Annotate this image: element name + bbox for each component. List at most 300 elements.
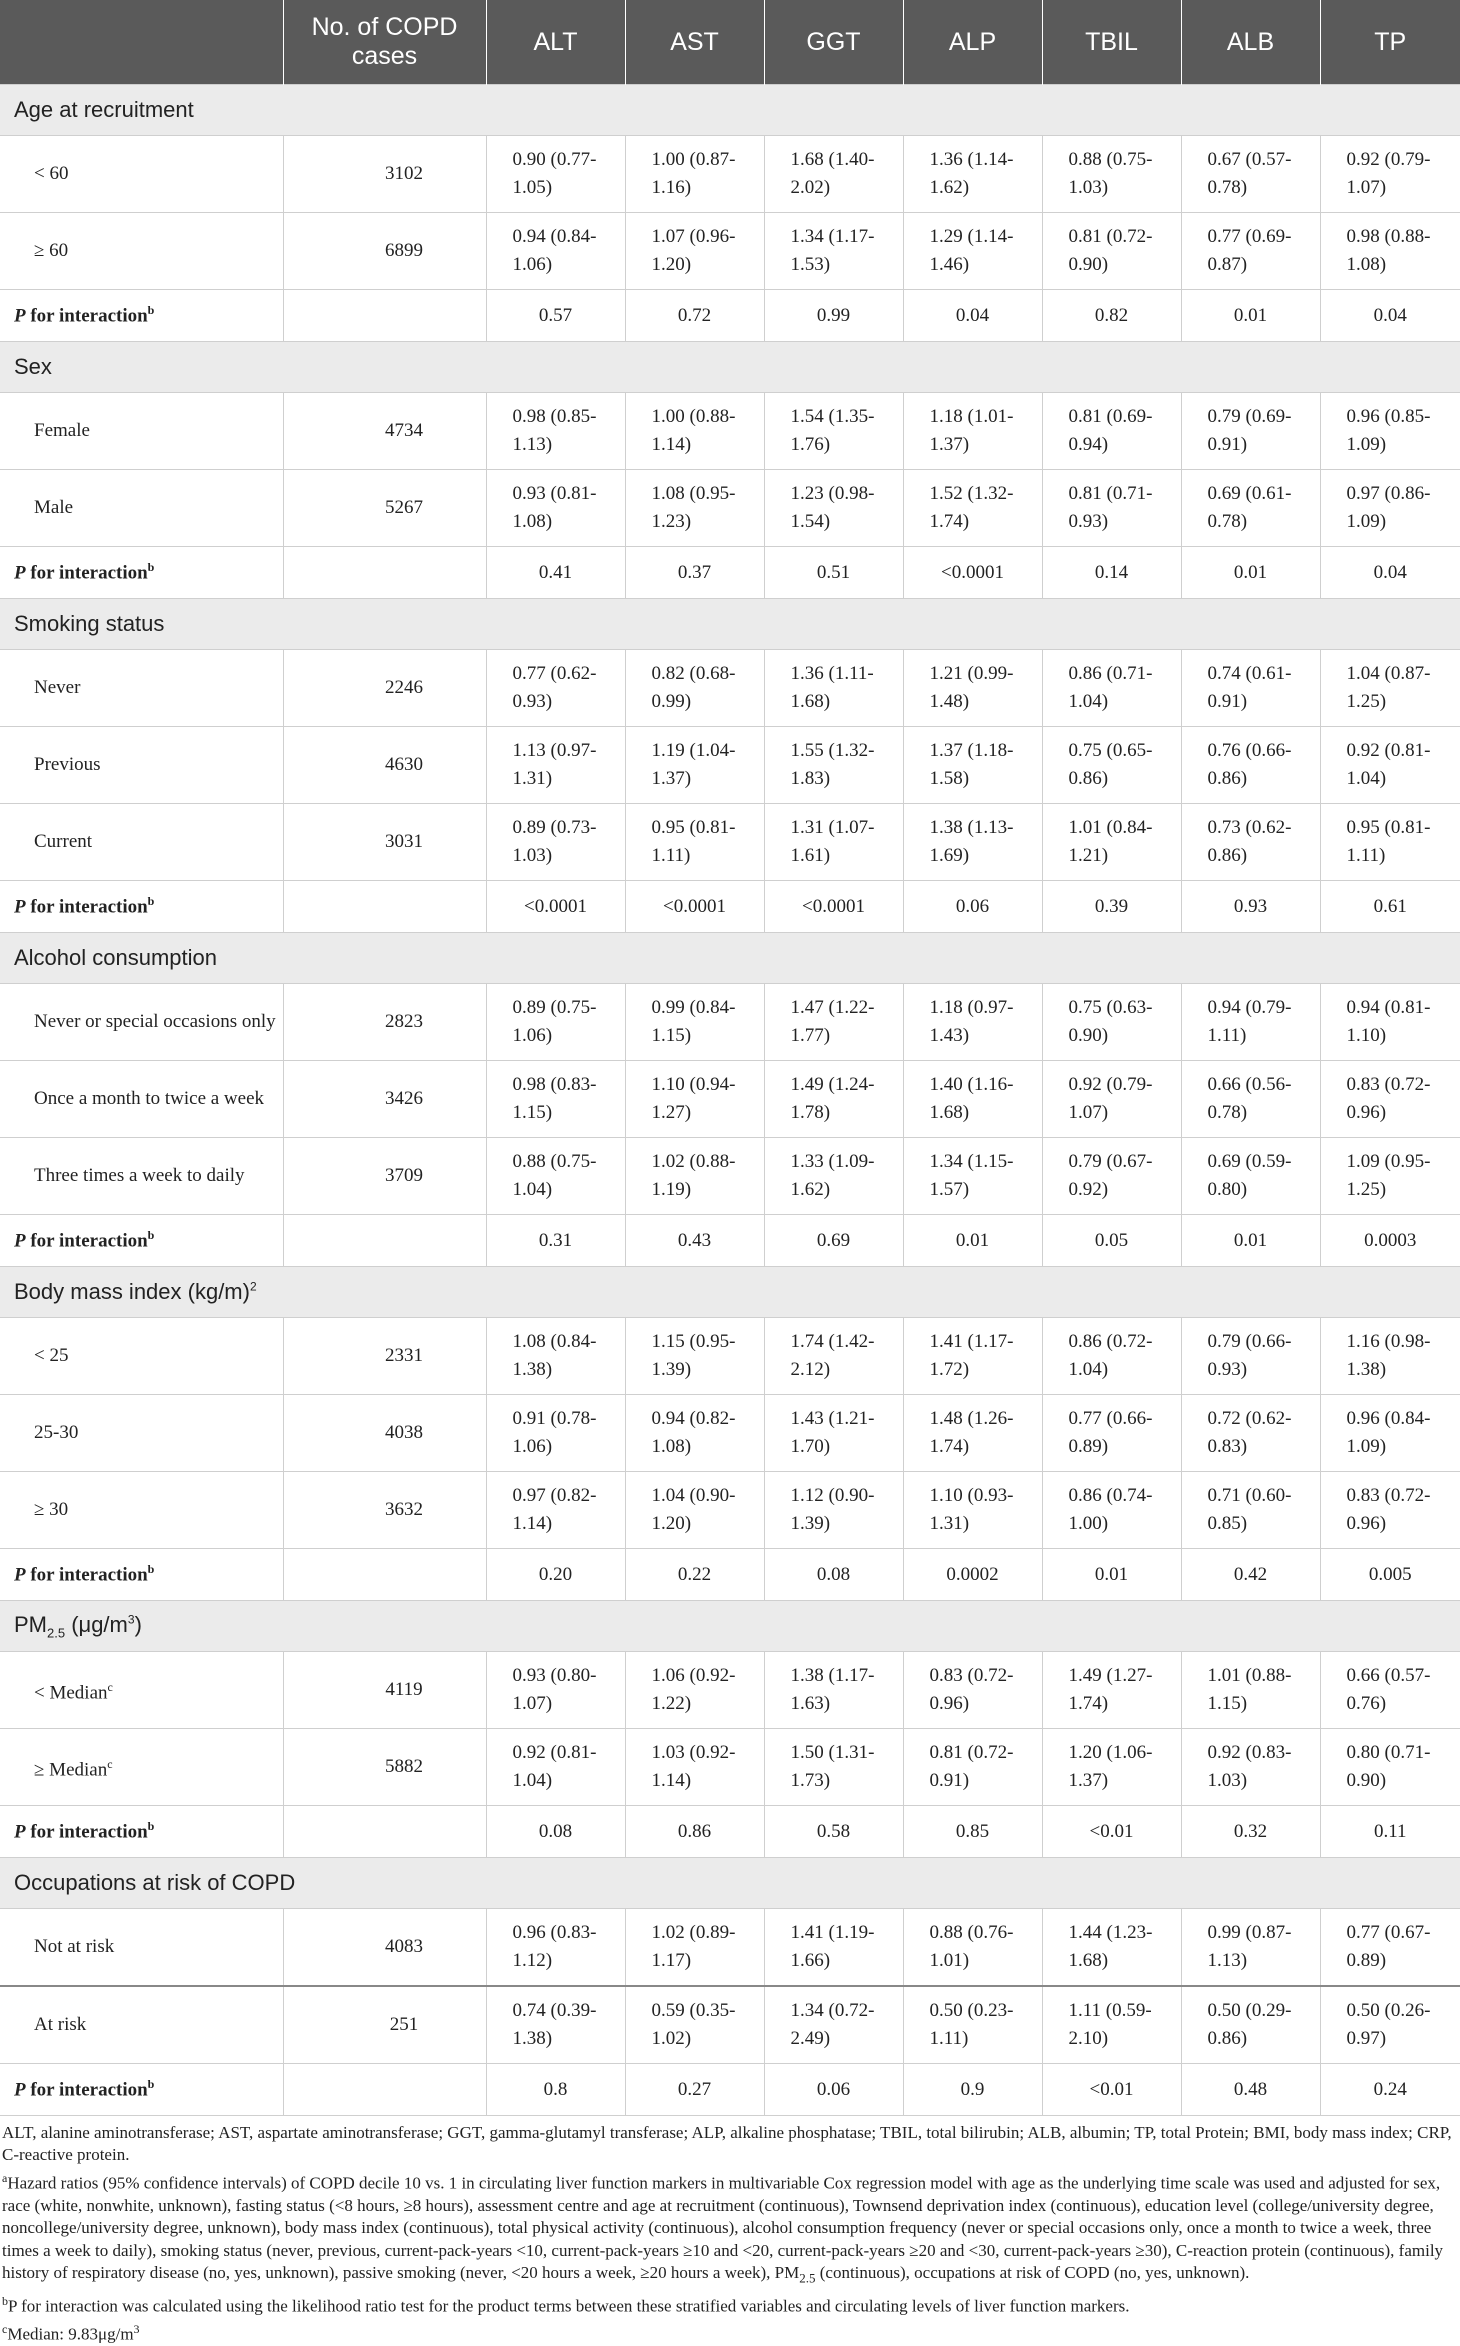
row-label-text: Never <box>34 677 81 698</box>
hr-cell: 0.67 (0.57-0.78) <box>1181 136 1320 213</box>
p-sup: b <box>147 560 155 575</box>
row-label-text: Three times a week to daily <box>34 1165 245 1186</box>
hr-cell: 0.79 (0.69-0.91) <box>1181 393 1320 470</box>
p-sup: b <box>147 303 155 318</box>
table-row <box>0 1986 1460 2064</box>
hr-cell: 0.83 (0.72-0.96) <box>1320 1061 1460 1138</box>
p-value: 0.41 <box>486 547 625 599</box>
p-value: 0.11 <box>1320 1806 1460 1858</box>
section-title-sup: 3 <box>127 1612 135 1627</box>
hr-cell: 0.93 (0.81-1.08) <box>486 470 625 547</box>
row-label-text: Once a month to twice a week <box>34 1088 265 1109</box>
p-value: 0.42 <box>1181 1549 1320 1601</box>
row-label <box>0 393 283 470</box>
hr-cell: 0.79 (0.66-0.93) <box>1181 1318 1320 1395</box>
p-value: 0.01 <box>1181 547 1320 599</box>
section-header <box>0 933 1460 984</box>
hr-cell: 1.18 (1.01-1.37) <box>903 393 1042 470</box>
hr-cell: 1.10 (0.94-1.27) <box>625 1061 764 1138</box>
p-value: 0.57 <box>486 290 625 342</box>
hr-cell: 1.00 (0.87-1.16) <box>625 136 764 213</box>
p-interaction-label <box>0 547 283 599</box>
p-blank <box>283 881 486 933</box>
hr-cell: 0.79 (0.67-0.92) <box>1042 1138 1181 1215</box>
section-title-text: Sex <box>14 354 52 379</box>
p-rest: for interaction <box>25 1564 148 1586</box>
section-title <box>0 1601 1460 1652</box>
row-label <box>0 650 283 727</box>
hr-cell: 0.98 (0.85-1.13) <box>486 393 625 470</box>
section-header <box>0 1858 1460 1909</box>
hr-cell: 1.68 (1.40-2.02) <box>764 136 903 213</box>
p-interaction-label <box>0 290 283 342</box>
p-value: 0.85 <box>903 1806 1042 1858</box>
hr-cell: 1.11 (0.59-2.10) <box>1042 1986 1181 2064</box>
section-header <box>0 599 1460 650</box>
table-row <box>0 1138 1460 1215</box>
hr-cell: 1.34 (1.15-1.57) <box>903 1138 1042 1215</box>
hr-cell: 1.08 (0.84-1.38) <box>486 1318 625 1395</box>
hr-cell: 1.13 (0.97-1.31) <box>486 727 625 804</box>
p-value: 0.22 <box>625 1549 764 1601</box>
hr-cell: 0.66 (0.57-0.76) <box>1320 1652 1460 1729</box>
hr-cell: 1.08 (0.95-1.23) <box>625 470 764 547</box>
p-value: <0.0001 <box>764 881 903 933</box>
header-alp: ALP <box>903 0 1042 85</box>
section-title-text: Body mass index (kg/m <box>14 1279 243 1304</box>
hr-cell: 1.54 (1.35-1.76) <box>764 393 903 470</box>
hr-cell: 0.92 (0.79-1.07) <box>1042 1061 1181 1138</box>
p-value: 0.04 <box>903 290 1042 342</box>
p-value: 0.08 <box>486 1806 625 1858</box>
hr-cell: 0.75 (0.65-0.86) <box>1042 727 1181 804</box>
row-label-text: ≥ 30 <box>34 1499 69 1520</box>
hr-cell: 0.96 (0.84-1.09) <box>1320 1395 1460 1472</box>
section-header <box>0 1601 1460 1652</box>
row-cases: 3632 <box>283 1472 486 1549</box>
p-value: 0.01 <box>1181 1215 1320 1267</box>
p-value: 0.04 <box>1320 547 1460 599</box>
hr-cell: 0.90 (0.77-1.05) <box>486 136 625 213</box>
hr-cell: 1.06 (0.92-1.22) <box>625 1652 764 1729</box>
hr-cell: 1.36 (1.14-1.62) <box>903 136 1042 213</box>
hr-cell: 1.47 (1.22-1.77) <box>764 984 903 1061</box>
section-header <box>0 85 1460 136</box>
section-title <box>0 1858 1460 1909</box>
row-label-text: ≥ Median <box>34 1759 108 1781</box>
row-label <box>0 470 283 547</box>
section-title <box>0 1267 1460 1318</box>
hr-cell: 1.21 (0.99-1.48) <box>903 650 1042 727</box>
hr-cell: 0.71 (0.60-0.85) <box>1181 1472 1320 1549</box>
hr-cell: 0.91 (0.78-1.06) <box>486 1395 625 1472</box>
hr-cell: 1.37 (1.18-1.58) <box>903 727 1042 804</box>
table-row <box>0 1318 1460 1395</box>
row-label <box>0 136 283 213</box>
table-row <box>0 727 1460 804</box>
row-label <box>0 984 283 1061</box>
section-title-text: Occupations at risk of COPD <box>14 1870 296 1895</box>
header-alb: ALB <box>1181 0 1320 85</box>
hr-cell: 1.49 (1.27-1.74) <box>1042 1652 1181 1729</box>
hr-cell: 0.94 (0.79-1.11) <box>1181 984 1320 1061</box>
p-interaction-row <box>0 1215 1460 1267</box>
table-row <box>0 650 1460 727</box>
hr-cell: 1.31 (1.07-1.61) <box>764 804 903 881</box>
row-label <box>0 1472 283 1549</box>
row-label-text: Not at risk <box>34 1936 115 1957</box>
p-interaction-row <box>0 1549 1460 1601</box>
p-blank <box>283 547 486 599</box>
p-value: 0.61 <box>1320 881 1460 933</box>
hr-cell: 0.81 (0.72-0.91) <box>903 1729 1042 1806</box>
p-interaction-row <box>0 881 1460 933</box>
p-italic: P <box>14 562 26 584</box>
p-blank <box>283 1549 486 1601</box>
hr-cell: 1.03 (0.92-1.14) <box>625 1729 764 1806</box>
hr-cell: 1.01 (0.88-1.15) <box>1181 1652 1320 1729</box>
header-tbil: TBIL <box>1042 0 1181 85</box>
row-label <box>0 213 283 290</box>
p-interaction-row <box>0 2064 1460 2116</box>
hr-cell: 0.77 (0.67-0.89) <box>1320 1909 1460 1987</box>
table-row <box>0 804 1460 881</box>
p-value: 0.82 <box>1042 290 1181 342</box>
hr-cell: 1.50 (1.31-1.73) <box>764 1729 903 1806</box>
hr-cell: 1.10 (0.93-1.31) <box>903 1472 1042 1549</box>
hr-cell: 1.52 (1.32-1.74) <box>903 470 1042 547</box>
p-italic: P <box>14 2079 26 2101</box>
p-value: 0.27 <box>625 2064 764 2116</box>
hr-cell: 1.00 (0.88-1.14) <box>625 393 764 470</box>
row-label <box>0 804 283 881</box>
p-value: 0.31 <box>486 1215 625 1267</box>
p-rest: for interaction <box>25 1230 148 1252</box>
row-label <box>0 1138 283 1215</box>
hr-cell: 1.09 (0.95-1.25) <box>1320 1138 1460 1215</box>
p-interaction-label <box>0 1549 283 1601</box>
row-label-text: < 25 <box>34 1345 69 1366</box>
p-rest: for interaction <box>25 2079 148 2101</box>
footnote-c-sup: 3 <box>133 2321 140 2336</box>
row-label <box>0 1729 283 1806</box>
row-label <box>0 1061 283 1138</box>
footnote-a-tail: (continuous), occupations at risk of COPD (no, yes, unknown). <box>815 2263 1250 2283</box>
hr-cell: 1.55 (1.32-1.83) <box>764 727 903 804</box>
row-cases: 4630 <box>283 727 486 804</box>
p-blank <box>283 1806 486 1858</box>
hr-cell: 1.02 (0.88-1.19) <box>625 1138 764 1215</box>
p-value: 0.58 <box>764 1806 903 1858</box>
row-cases: 3709 <box>283 1138 486 1215</box>
row-label-text: < 60 <box>34 163 69 184</box>
hr-cell: 0.73 (0.62-0.86) <box>1181 804 1320 881</box>
p-value: 0.24 <box>1320 2064 1460 2116</box>
p-value: 0.05 <box>1042 1215 1181 1267</box>
footnote-a <box>2 2167 1456 2290</box>
hr-cell: 1.43 (1.21-1.70) <box>764 1395 903 1472</box>
row-label <box>0 1986 283 2064</box>
row-cases: 3426 <box>283 1061 486 1138</box>
row-cases: 4119 <box>283 1652 486 1729</box>
hr-cell: 0.50 (0.29-0.86) <box>1181 1986 1320 2064</box>
hr-cell: 0.99 (0.84-1.15) <box>625 984 764 1061</box>
hr-cell: 0.74 (0.39-1.38) <box>486 1986 625 2064</box>
section-title-text: Alcohol consumption <box>14 945 218 970</box>
table-row <box>0 1472 1460 1549</box>
footnote-c-marker: c <box>2 2321 8 2336</box>
hr-cell: 1.23 (0.98-1.54) <box>764 470 903 547</box>
hr-cell: 1.20 (1.06-1.37) <box>1042 1729 1181 1806</box>
p-interaction-row <box>0 547 1460 599</box>
row-label-text: < Median <box>34 1682 108 1704</box>
table-row <box>0 1652 1460 1729</box>
p-sup: b <box>147 1562 155 1577</box>
p-italic: P <box>14 1230 26 1252</box>
section-title-text: Age at recruitment <box>14 97 194 122</box>
p-value: 0.0002 <box>903 1549 1042 1601</box>
hr-cell: 0.93 (0.80-1.07) <box>486 1652 625 1729</box>
table-row <box>0 1395 1460 1472</box>
hr-cell: 0.88 (0.75-1.03) <box>1042 136 1181 213</box>
hr-cell: 1.34 (1.17-1.53) <box>764 213 903 290</box>
p-rest: for interaction <box>25 562 148 584</box>
p-interaction-row <box>0 290 1460 342</box>
hr-cell: 0.94 (0.82-1.08) <box>625 1395 764 1472</box>
table-footnotes <box>0 2116 1460 2346</box>
section-title-text: Smoking status <box>14 611 165 636</box>
hr-cell: 1.38 (1.17-1.63) <box>764 1652 903 1729</box>
hr-cell: 0.97 (0.82-1.14) <box>486 1472 625 1549</box>
section-title-end: ) <box>242 1279 250 1304</box>
p-value: 0.20 <box>486 1549 625 1601</box>
hr-cell: 0.92 (0.81-1.04) <box>486 1729 625 1806</box>
table-row <box>0 1909 1460 1987</box>
hr-cell: 0.81 (0.71-0.93) <box>1042 470 1181 547</box>
p-interaction-label <box>0 881 283 933</box>
header-blank <box>0 0 283 85</box>
p-interaction-label <box>0 2064 283 2116</box>
header-alt: ALT <box>486 0 625 85</box>
p-rest: for interaction <box>25 305 148 327</box>
row-label <box>0 1909 283 1987</box>
hr-cell: 0.95 (0.81-1.11) <box>1320 804 1460 881</box>
hr-cell: 0.59 (0.35-1.02) <box>625 1986 764 2064</box>
table-row <box>0 1729 1460 1806</box>
row-label-text: Male <box>34 497 74 518</box>
p-sup: b <box>147 894 155 909</box>
hr-cell: 0.81 (0.69-0.94) <box>1042 393 1181 470</box>
p-value: <0.01 <box>1042 1806 1181 1858</box>
p-value: 0.9 <box>903 2064 1042 2116</box>
hr-cell: 1.34 (0.72-2.49) <box>764 1986 903 2064</box>
hr-cell: 1.41 (1.19-1.66) <box>764 1909 903 1987</box>
footnote-a-text: Hazard ratios (95% confidence intervals) of COPD decile 10 vs. 1 in circulating liver function markers in multivariable Cox regression model with age as the underlying time scale was used and adjusted for sex, race (white, nonwhite, unknown), fasting status (<8 hours, ≥8 hours), assessment centre and age at recruitment (continuous), Townsend deprivation index (continuous), education level (college/university degree, noncollege/university degree, unknown), body mass index (continuous), total physical activity (continuous), alcohol consumption frequency (never or special occasions only, once a month to twice a week, three times a week to daily), smoking status (never, previous, current-pack-years <10, current-pack-years ≥10 and <20, current-pack-years ≥20 and <30, current-pack-years ≥30), C-reaction protein (continuous), family history of respiratory disease (no, yes, unknown), passive smoking (never, <20 hours a week, ≥20 hours a week), PM <box>2 2173 1444 2283</box>
p-value: 0.69 <box>764 1215 903 1267</box>
hr-cell: 0.82 (0.68-0.99) <box>625 650 764 727</box>
hr-cell: 0.92 (0.83-1.03) <box>1181 1729 1320 1806</box>
p-value: 0.86 <box>625 1806 764 1858</box>
p-rest: for interaction <box>25 1821 148 1843</box>
hr-cell: 0.99 (0.87-1.13) <box>1181 1909 1320 1987</box>
footnote-c-text: Median: 9.83μg/m <box>7 2324 134 2344</box>
section-title-end: (μg/m <box>65 1611 128 1637</box>
hr-cell: 0.97 (0.86-1.09) <box>1320 470 1460 547</box>
hr-cell: 0.72 (0.62-0.83) <box>1181 1395 1320 1472</box>
section-title <box>0 342 1460 393</box>
p-value: 0.01 <box>903 1215 1042 1267</box>
hr-cell: 0.50 (0.26-0.97) <box>1320 1986 1460 2064</box>
row-label <box>0 727 283 804</box>
table-row <box>0 1061 1460 1138</box>
row-label-text: Female <box>34 420 90 441</box>
hr-cell: 0.77 (0.66-0.89) <box>1042 1395 1181 1472</box>
hr-cell: 1.48 (1.26-1.74) <box>903 1395 1042 1472</box>
row-cases: 3031 <box>283 804 486 881</box>
hr-cell: 0.86 (0.71-1.04) <box>1042 650 1181 727</box>
hr-cell: 0.98 (0.88-1.08) <box>1320 213 1460 290</box>
section-title-sup: 2 <box>249 1279 257 1294</box>
p-value: 0.72 <box>625 290 764 342</box>
hr-cell: 0.86 (0.72-1.04) <box>1042 1318 1181 1395</box>
table-row <box>0 984 1460 1061</box>
hr-cell: 0.92 (0.79-1.07) <box>1320 136 1460 213</box>
p-sup: b <box>147 1819 155 1834</box>
p-sup: b <box>147 2077 155 2092</box>
hr-cell: 1.12 (0.90-1.39) <box>764 1472 903 1549</box>
p-value: 0.51 <box>764 547 903 599</box>
row-label <box>0 1652 283 1729</box>
section-title <box>0 85 1460 136</box>
hr-cell: 1.41 (1.17-1.72) <box>903 1318 1042 1395</box>
p-rest: for interaction <box>25 896 148 918</box>
hr-cell: 0.66 (0.56-0.78) <box>1181 1061 1320 1138</box>
table-row <box>0 393 1460 470</box>
row-label <box>0 1395 283 1472</box>
hr-cell: 1.01 (0.84-1.21) <box>1042 804 1181 881</box>
hr-cell: 0.76 (0.66-0.86) <box>1181 727 1320 804</box>
p-value: 0.32 <box>1181 1806 1320 1858</box>
table-body <box>0 85 1460 2116</box>
hr-cell: 0.98 (0.83-1.15) <box>486 1061 625 1138</box>
p-interaction-label <box>0 1806 283 1858</box>
p-value: 0.37 <box>625 547 764 599</box>
hr-cell: 0.95 (0.81-1.11) <box>625 804 764 881</box>
hr-cell: 1.33 (1.09-1.62) <box>764 1138 903 1215</box>
hr-cell: 1.18 (0.97-1.43) <box>903 984 1042 1061</box>
hr-cell: 0.69 (0.59-0.80) <box>1181 1138 1320 1215</box>
section-title-sub: 2.5 <box>47 1625 66 1641</box>
row-cases: 2331 <box>283 1318 486 1395</box>
p-value: 0.08 <box>764 1549 903 1601</box>
row-label <box>0 1318 283 1395</box>
footnote-abbreviations: ALT, alanine aminotransferase; AST, aspartate aminotransferase; GGT, gamma-glutamyl transferase; ALP, alkaline phosphatase; TBIL, total bilirubin; ALB, albumin; TP, total Protein; BMI, body mass index; CRP, C-reactive protein. <box>2 2123 1452 2165</box>
hr-cell: 0.83 (0.72-0.96) <box>903 1652 1042 1729</box>
hr-cell: 1.29 (1.14-1.46) <box>903 213 1042 290</box>
section-header <box>0 1267 1460 1318</box>
row-label-sup: c <box>107 1756 113 1771</box>
section-title <box>0 933 1460 984</box>
hr-cell: 0.86 (0.74-1.00) <box>1042 1472 1181 1549</box>
p-blank <box>283 1215 486 1267</box>
hr-cell: 1.15 (0.95-1.39) <box>625 1318 764 1395</box>
p-value: 0.01 <box>1181 290 1320 342</box>
row-label-text: Previous <box>34 754 101 775</box>
p-value: 0.0003 <box>1320 1215 1460 1267</box>
table-row <box>0 136 1460 213</box>
hr-cell: 1.74 (1.42-2.12) <box>764 1318 903 1395</box>
hr-cell: 0.83 (0.72-0.96) <box>1320 1472 1460 1549</box>
hr-cell: 0.88 (0.75-1.04) <box>486 1138 625 1215</box>
row-cases: 4734 <box>283 393 486 470</box>
hr-cell: 1.02 (0.89-1.17) <box>625 1909 764 1987</box>
hr-cell: 0.94 (0.84-1.06) <box>486 213 625 290</box>
footnote-b-text: P for interaction was calculated using the likelihood ratio test for the product terms between these stratified variables and circulating levels of liver function markers. <box>8 2296 1130 2316</box>
row-label-text: Never or special occasions only <box>34 1011 276 1032</box>
p-italic: P <box>14 1821 26 1843</box>
p-value: 0.93 <box>1181 881 1320 933</box>
row-cases: 251 <box>283 1986 486 2064</box>
hr-cell: 0.50 (0.23-1.11) <box>903 1986 1042 2064</box>
row-cases: 2823 <box>283 984 486 1061</box>
table-row <box>0 470 1460 547</box>
hr-cell: 1.19 (1.04-1.37) <box>625 727 764 804</box>
p-blank <box>283 290 486 342</box>
hr-cell: 1.49 (1.24-1.78) <box>764 1061 903 1138</box>
p-value: 0.005 <box>1320 1549 1460 1601</box>
p-value: 0.06 <box>903 881 1042 933</box>
p-blank <box>283 2064 486 2116</box>
table-row <box>0 213 1460 290</box>
row-cases: 3102 <box>283 136 486 213</box>
section-header <box>0 342 1460 393</box>
row-label-text: At risk <box>34 2014 87 2035</box>
hr-cell: 1.36 (1.11-1.68) <box>764 650 903 727</box>
p-value: 0.04 <box>1320 290 1460 342</box>
hr-cell: 1.04 (0.90-1.20) <box>625 1472 764 1549</box>
row-label-text: 25-30 <box>34 1422 79 1443</box>
p-sup: b <box>147 1228 155 1243</box>
p-value: <0.0001 <box>903 547 1042 599</box>
footnote-b-marker: b <box>2 2293 8 2308</box>
hr-cell: 0.89 (0.75-1.06) <box>486 984 625 1061</box>
section-title <box>0 599 1460 650</box>
footnote-c <box>2 2318 1456 2346</box>
hr-cell: 1.38 (1.13-1.69) <box>903 804 1042 881</box>
row-label-sup: c <box>107 1679 113 1694</box>
hr-cell: 0.77 (0.62-0.93) <box>486 650 625 727</box>
row-cases: 4083 <box>283 1909 486 1987</box>
p-italic: P <box>14 305 26 327</box>
row-cases: 5267 <box>283 470 486 547</box>
p-italic: P <box>14 896 26 918</box>
hr-cell: 1.16 (0.98-1.38) <box>1320 1318 1460 1395</box>
p-value: 0.39 <box>1042 881 1181 933</box>
p-value: 0.01 <box>1042 1549 1181 1601</box>
footnote-a-marker: a <box>2 2170 8 2185</box>
row-cases: 4038 <box>283 1395 486 1472</box>
p-value: <0.01 <box>1042 2064 1181 2116</box>
hr-cell: 0.89 (0.73-1.03) <box>486 804 625 881</box>
header-row <box>0 0 1460 85</box>
hr-cell: 0.96 (0.83-1.12) <box>486 1909 625 1987</box>
section-title-end2: ) <box>134 1611 142 1637</box>
header-tp: TP <box>1320 0 1460 85</box>
header-cases: No. of COPD cases <box>283 0 486 85</box>
p-interaction-label <box>0 1215 283 1267</box>
row-cases: 6899 <box>283 213 486 290</box>
hr-cell: 0.69 (0.61-0.78) <box>1181 470 1320 547</box>
